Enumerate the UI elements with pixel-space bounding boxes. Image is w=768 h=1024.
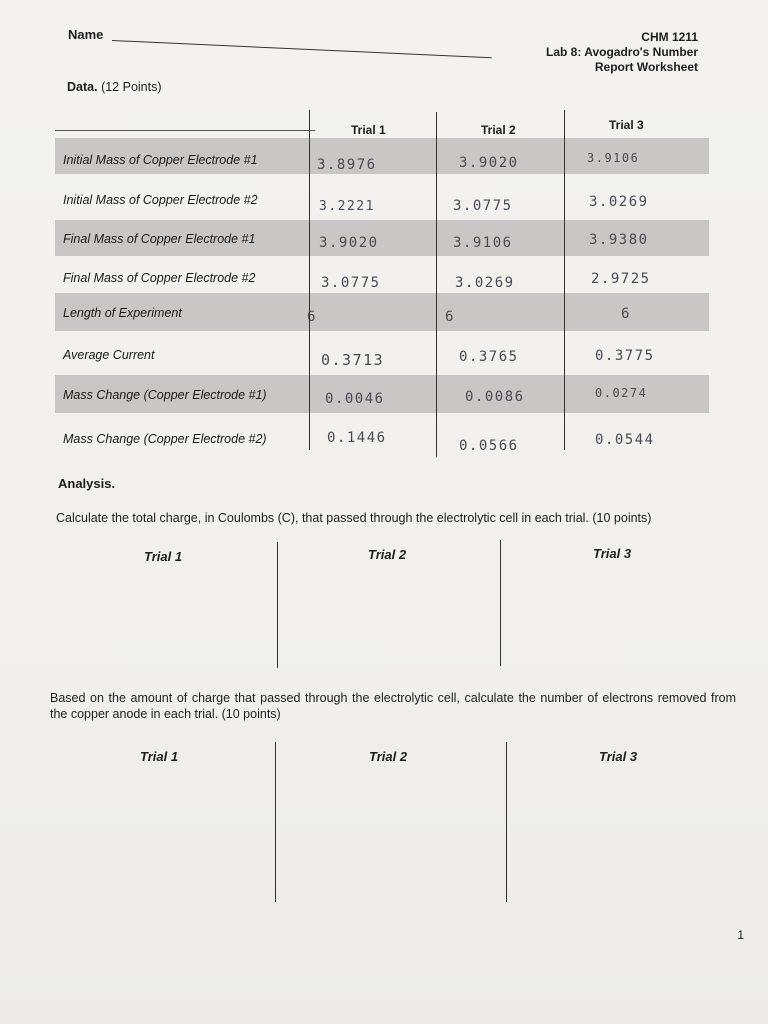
q1-trial-1-label: Trial 1 <box>144 549 183 564</box>
row-label: Average Current <box>63 348 155 362</box>
cell-trial-1: 3.9020 <box>319 235 379 251</box>
column-divider <box>564 110 565 450</box>
cell-trial-1: 6 <box>307 309 317 325</box>
cell-trial-2: 0.0566 <box>459 438 519 454</box>
column-header-trial-1: Trial 1 <box>351 123 386 137</box>
column-header-trial-3: Trial 3 <box>609 118 644 132</box>
q2-answer-divider <box>506 742 507 902</box>
name-label: Name <box>68 27 104 42</box>
cell-trial-3: 3.9380 <box>589 232 649 248</box>
cell-trial-3: 0.3775 <box>595 348 655 364</box>
cell-trial-2: 3.9106 <box>453 235 513 251</box>
row-label: Mass Change (Copper Electrode #1) <box>63 388 267 402</box>
data-points: (12 Points) <box>101 80 162 94</box>
data-section-heading <box>67 80 162 94</box>
question-2: Based on the amount of charge that passed through the electrolytic cell, calculate the number of electrons removed from the copper anode in each trial. (10 points) <box>50 691 736 721</box>
cell-trial-1: 0.0046 <box>325 391 385 407</box>
q1-answer-divider <box>500 540 501 666</box>
cell-trial-3: 3.0269 <box>589 194 649 210</box>
question-1: Calculate the total charge, in Coulombs (C), that passed through the electrolytic cell in each trial. (10 points) <box>56 511 652 525</box>
cell-trial-1: 0.3713 <box>321 351 385 369</box>
cell-trial-3: 2.9725 <box>591 271 651 287</box>
data-title: Data. <box>67 80 98 94</box>
worksheet-subtitle: Report Worksheet <box>594 60 698 74</box>
table-row <box>55 375 709 413</box>
cell-trial-3: 3.9106 <box>587 151 640 165</box>
q1-trial-2-label: Trial 2 <box>368 547 407 562</box>
cell-trial-2: 3.0775 <box>453 198 513 214</box>
row-label: Mass Change (Copper Electrode #2) <box>63 432 267 446</box>
row-label: Final Mass of Copper Electrode #2 <box>63 271 256 285</box>
q2-trial-2-label: Trial 2 <box>369 749 408 764</box>
cell-trial-3: 0.0274 <box>595 386 648 400</box>
analysis-heading: Analysis. <box>58 476 116 491</box>
cell-trial-3: 0.0544 <box>595 432 655 448</box>
table-row <box>55 293 709 331</box>
name-line <box>112 40 492 58</box>
cell-trial-2: 6 <box>445 309 455 325</box>
q1-answer-divider <box>277 542 278 668</box>
cell-trial-2: 0.3765 <box>459 349 519 365</box>
page-number: 1 <box>737 928 744 942</box>
cell-trial-1: 0.1446 <box>327 430 387 446</box>
data-table <box>55 110 709 455</box>
cell-trial-2: 0.0086 <box>465 389 525 405</box>
column-header-trial-2: Trial 2 <box>481 123 516 137</box>
column-divider <box>436 112 437 457</box>
lab-title: Lab 8: Avogadro's Number <box>546 45 698 59</box>
table-row <box>55 418 709 454</box>
cell-trial-2: 3.0269 <box>455 275 515 291</box>
cell-trial-3: 6 <box>621 306 631 322</box>
cell-trial-1: 3.8976 <box>317 157 377 173</box>
course-header <box>546 30 698 75</box>
table-top-rule <box>55 130 315 131</box>
q1-trial-3-label: Trial 3 <box>593 546 632 561</box>
cell-trial-1: 3.2221 <box>319 199 375 214</box>
table-row <box>55 260 709 296</box>
row-label: Initial Mass of Copper Electrode #2 <box>63 193 258 207</box>
table-row <box>55 220 709 256</box>
q2-trial-1-label: Trial 1 <box>140 749 179 764</box>
q2-answer-divider <box>275 742 276 902</box>
cell-trial-1: 3.0775 <box>321 275 381 291</box>
table-row <box>55 181 709 217</box>
course-code: CHM 1211 <box>641 30 698 44</box>
row-label: Final Mass of Copper Electrode #1 <box>63 232 256 246</box>
cell-trial-2: 3.9020 <box>459 155 519 171</box>
table-row <box>55 335 709 371</box>
q2-trial-3-label: Trial 3 <box>599 749 638 764</box>
row-label: Initial Mass of Copper Electrode #1 <box>63 153 258 167</box>
column-divider <box>309 110 310 450</box>
table-row <box>55 138 709 174</box>
row-label: Length of Experiment <box>63 306 182 320</box>
